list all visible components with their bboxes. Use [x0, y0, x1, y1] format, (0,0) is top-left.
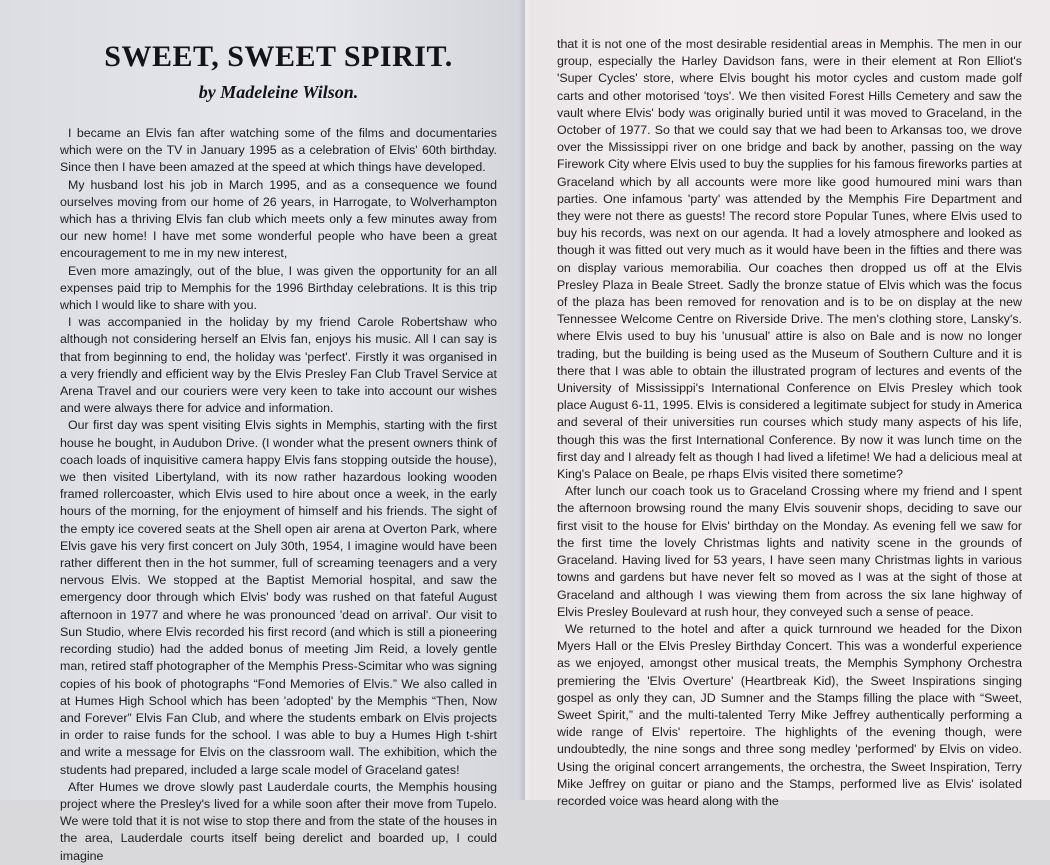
paragraph: We returned to the hotel and after a quick turnround we headed for the Dixon Myers Hall or the Elvis Presley Birthday Concert. This was a wonderful experience as we enjoyed, amongst other musical treats, the Memphis Symphony Orchestra premiering the 'Elvis Overture' (Heartbreak Kid), the Sweet Inspirations singing gospel as only they can, JD Sumner and the Stamps filling the place with “Sweet, Sweet Spirit,” and the multi-talented Terry Mike Jeffrey authentically performing a wide range of Elvis' repertoire. The highlights of the evening though, were undoubtedly, the nine songs and three song medley 'performed' by Elvis on video. Using the original concert arrangements, the orchestra, the Sweet Inspiration, Terry Mike Jeffrey on guitar or piano and the Stamps, performed live as Elvis' isolated recorded voice was heard along with the: [557, 621, 1022, 808]
right-page: [525, 0, 1050, 808]
paragraph: I became an Elvis fan after watching some of the films and documentaries which were on the TV in January 1995 as a celebration of Elvis' 60th birthday. Since then I have been amazed at the speed at which things have developed.: [60, 126, 497, 175]
paragraph: that it is not one of the most desirable residential areas in Memphis. The men in our group, especially the Harley Davidson fans, were in their element at Ron Elliot's 'Super Cycles' store, where Elvis bought his motor cycles and custom made golf carts and other motorised 'toys'. We then visited Forest Hills Cemetery and saw the vault where Elvis' body was originally buried until it was moved to Graceland, in the October of 1977. So that we could say that we had been to Arkansas too, we drove over the Mississippi river on one bridge and back by another, passing on the way Firework City where Elvis used to buy the supplies for his famous fireworks parties at Graceland which by all accounts were more like good humoured mini wars than parties. One infamous 'party' was attended by the Memphis Fire Department and they were not there as guests! The record store Popular Tunes, where Elvis used to buy his records, was next on our agenda. It had a lovely atmosphere and looked as though it was fitted out very much as it would have been in the fifties and there was on display various memorabilia. Our coaches then dropped us off at the Elvis Presley Plaza in Beale Street. Sadly the bronze statue of Elvis which was the focus of the plaza has been removed for renovation and is to be on display at the new Tennessee Welcome Centre on Riverside Drive. The men's clothing store, Lansky's. where Elvis used to buy his 'unusual' attire is also on Bale and is now no longer trading, but the building is being used as the Museum of Southern Culture and it is there that I was able to obtain the illustrated program of lectures and events of the University of Mississippi's International Conference on Elvis Presley which took place August 6-11, 1995. Elvis is considered a legitimate subject for study in America and several of their universities run courses which study many aspects of his life, though this was the first International Conference. By now it was lunch time on the first day and I already felt as though I had lived a lifetime! We had a delicious meal at King's Palace on Beale, pe rhaps Elvis visited there sometime?: [557, 37, 1022, 482]
paragraph: After lunch our coach took us to Graceland Crossing where my friend and I spent the afternoon browsing round the many Elvis souvenir shops, deciding to save our first visit to the house for Elvis' birthday on the Monday. As evening fell we saw for the first time the lovely Christmas lights and nativity scene in the grounds of Graceland. Having lived for 53 years, I have seen many Christmas lights in various towns and gardens but have never felt so moved as I was at the sight of those at Graceland and although I was viewing them from across the six lane highway of Elvis Presley Boulevard at rush hour, they conveyed such a sense of peace.: [557, 484, 1022, 619]
article-byline: by Madeleine Wilson.: [198, 82, 359, 102]
left-page: [0, 0, 525, 863]
paragraph: After Humes we drove slowly past Lauderdale courts, the Memphis housing project where the Presley's lived for a while soon after their move from Tupelo. We were told that it is not wise to stop there and from the state of the houses in the area, Lauderdale courts itself being derelict and boarded up, I could imagine: [60, 779, 497, 863]
left-page-body: [60, 125, 497, 865]
article-title: SWEET, SWEET SPIRIT.: [104, 40, 453, 73]
paragraph: Our first day was spent visiting Elvis sights in Memphis, starting with the first house he bought, in Audubon Drive. (I wonder what the present owners think of coach loads of inquisitive camera happy Elvis fans stopping outside the house), we then visited Libertyland, with its now rather hazardous looking wooden framed rollercoaster, which Elvis used to hire about once a week, in the early hours of the morning, for the enjoyment of himself and his friends. The sight of the empty ice covered seats at the Shell open air arena at Overton Park, where Elvis gave his very first concert on July 30th, 1954, I imagine would have been rather different then in the hot summer, full of screaming teenagers and a very nervous Elvis. We stopped at the Baptist Memorial hospital, and saw the emergency door through which Elvis' body was rushed on that fateful August afternoon in 1977 and where he was pronounced 'dead on arrival'. Our visit to Sun Studio, where Elvis recorded his first record (and which is still a pioneering recording studio) had the added bonus of meeting Jim Reid, a lovely gentle man, retired staff photographer of the Memphis Press-Scimitar who was signing copies of his book of photographs “Fond Memories of Elvis.” We also called in at Humes High School which has been 'adopted' by the Memphis “Then, Now and Forever” Elvis Fan Club, and where the students embark on Elvis projects in order to raise funds for the school. I was able to buy a Humes High t-shirt and write a message for Elvis on the classroom wall. The exhibition, which the students had prepared, included a large scale model of Graceland gates!: [60, 418, 497, 777]
paragraph: My husband lost his job in March 1995, and as a consequence we found ourselves moving from our home of 26 years, in Harrogate, to Wolverhampton which has a thriving Elvis fan club which meets only a few minutes away from our new home! I have met some wonderful people who have been a great encouragement to me in my new interest,: [60, 177, 497, 261]
paragraph: I was accompanied in the holiday by my friend Carole Robertshaw who although not considering herself an Elvis fan, enjoys his music. All I can say is that from beginning to end, the holiday was 'perfect'. Firstly it was organised in a very friendly and efficient way by the Elvis Presley Fan Club Travel Service at Arena Travel and our couriers were very keen to take into account our wishes and were always there for advice and information.: [60, 315, 497, 416]
right-page-body: [557, 36, 1022, 810]
paragraph: Even more amazingly, out of the blue, I was given the opportunity for an all expenses paid trip to Memphis for the 1996 Birthday celebrations. It is this trip which I would like to share with you.: [60, 263, 497, 313]
